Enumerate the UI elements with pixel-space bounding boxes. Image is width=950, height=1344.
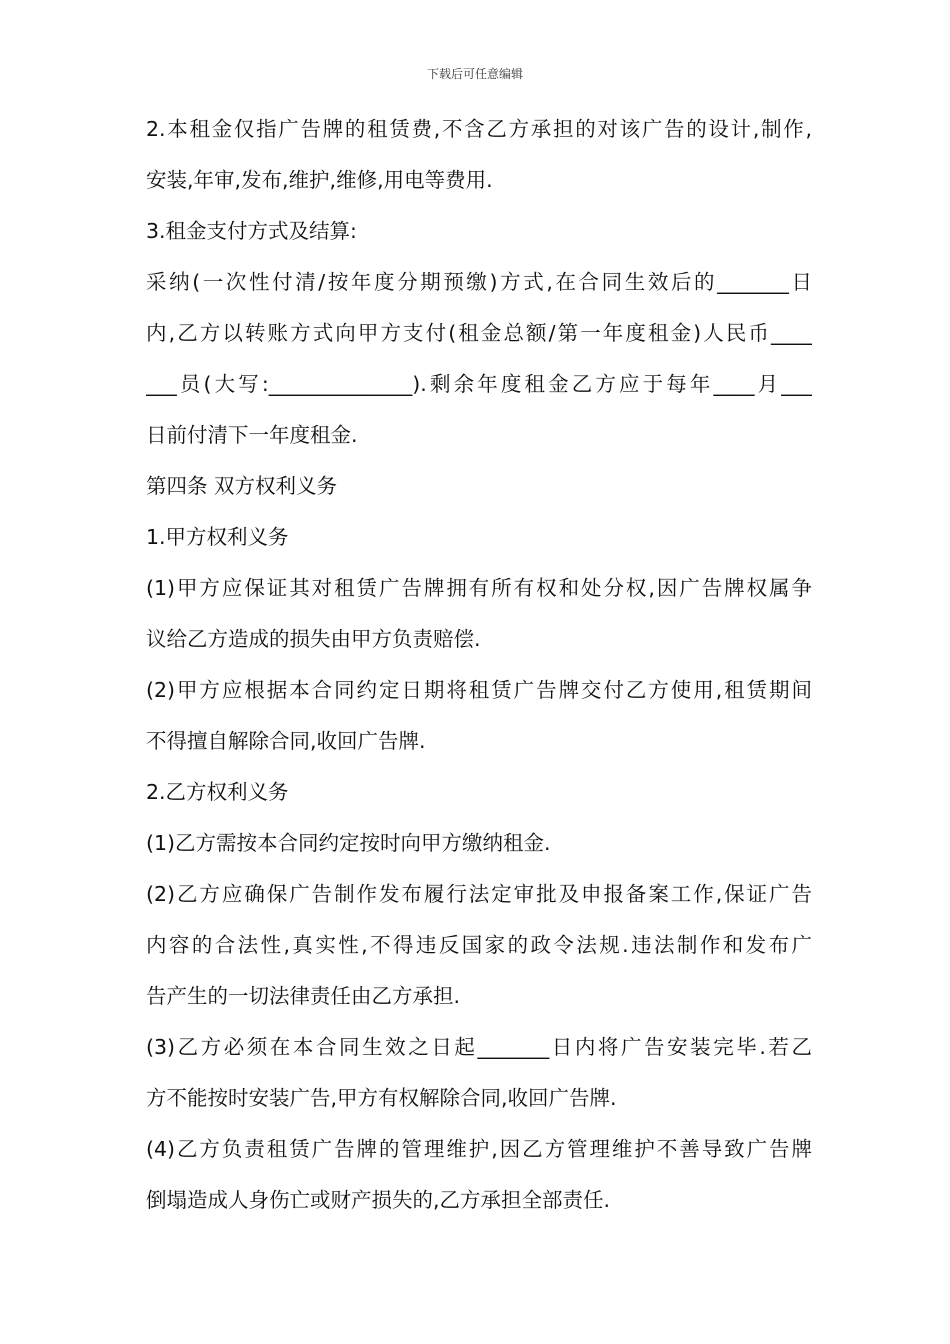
text-line: 倒塌造成人身伤亡或财产损失的,乙方承担全部责任. [146, 1188, 611, 1212]
subsection-heading: 2.乙方权利义务 [146, 780, 289, 804]
text-line: (2)甲方应根据本合同约定日期将租赁广告牌交付乙方使用,租赁期间 [146, 678, 812, 702]
text-line: 内,乙方以转账方式向甲方支付(租金总额/第一年度租金)人民币____ [146, 321, 812, 345]
text-line: 内容的合法性,真实性,不得违反国家的政令法规.违法制作和发布广 [146, 933, 812, 957]
section-heading: 第四条 双方权利义务 [146, 474, 338, 498]
text-line: ___员(大写:______________).剩余年度租金乙方应于每年____月___ [146, 372, 812, 396]
text-line: 3.租金支付方式及结算: [146, 219, 357, 243]
text-line: (4)乙方负责租赁广告牌的管理维护,因乙方管理维护不善导致广告牌 [146, 1137, 812, 1161]
text-line: 采纳(一次性付清/按年度分期预缴)方式,在合同生效后的_______日 [146, 270, 812, 294]
text-line: 告产生的一切法律责任由乙方承担. [146, 984, 461, 1008]
text-line: (1)乙方需按本合同约定按时向甲方缴纳租金. [146, 831, 551, 855]
subsection-heading: 1.甲方权利义务 [146, 525, 289, 549]
text-line: 方不能按时安装广告,甲方有权解除合同,收回广告牌. [146, 1086, 617, 1110]
document-body [146, 104, 812, 1226]
text-line: (2)乙方应确保广告制作发布履行法定审批及申报备案工作,保证广告 [146, 882, 812, 906]
text-line: 日前付清下一年度租金. [146, 423, 358, 447]
text-line: 不得擅自解除合同,收回广告牌. [146, 729, 426, 753]
page-header: 下载后可任意编辑 [426, 67, 523, 81]
text-line: 安装,年审,发布,维护,维修,用电等费用. [146, 168, 493, 192]
text-line: (1)甲方应保证其对租赁广告牌拥有所有权和处分权,因广告牌权属争 [146, 576, 812, 600]
text-line: (3)乙方必须在本合同生效之日起_______日内将广告安装完毕.若乙 [146, 1035, 812, 1059]
text-line: 2.本租金仅指广告牌的租赁费,不含乙方承担的对该广告的设计,制作, [146, 117, 812, 141]
text-line: 议给乙方造成的损失由甲方负责赔偿. [146, 627, 481, 651]
